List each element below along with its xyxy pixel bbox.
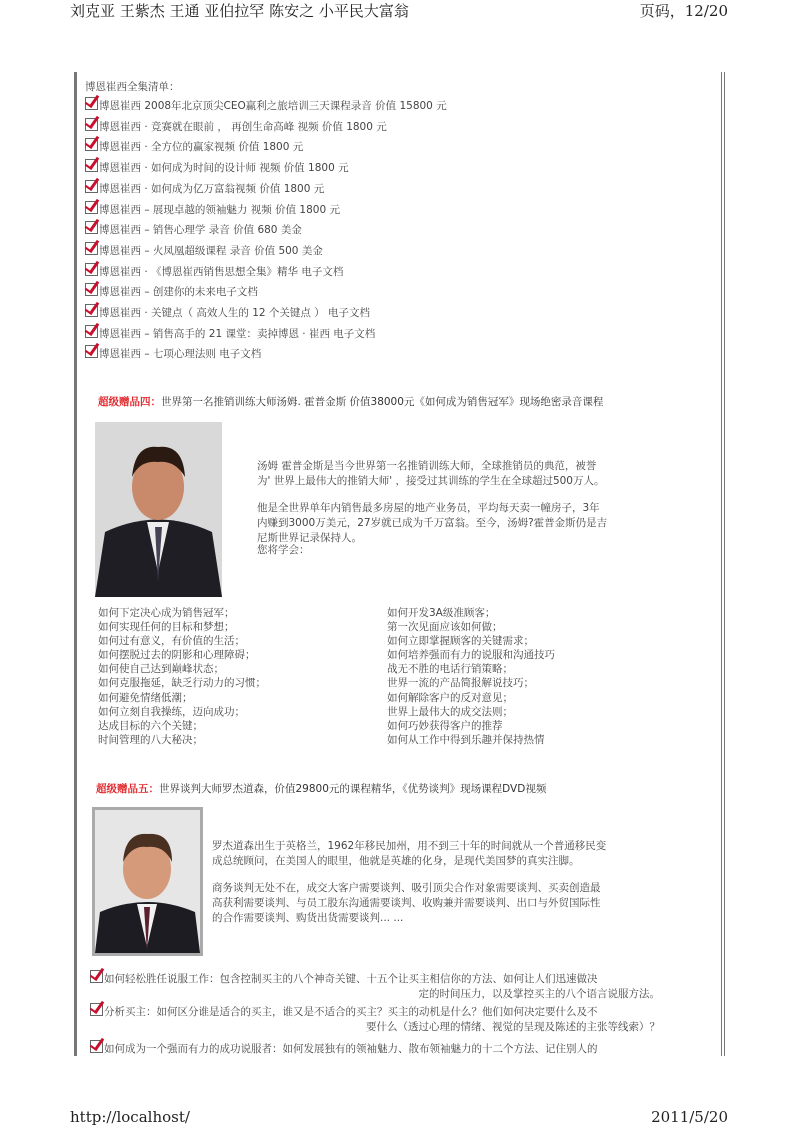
learn-list-left xyxy=(98,606,266,747)
bio-line: 成总统顾问，在美国人的眼里，他就是英雄的化身，是现代美国梦的真实注脚。 xyxy=(212,855,580,867)
bullet-text: 分析买主：如何区分谁是适合的买主，谁又是不适合的买主？买主的动机是什么？他们如何决定要什么及不 xyxy=(104,1006,598,1018)
page-number: 页码，12/20 xyxy=(639,2,728,20)
bio-line: 内赚到3000万美元，27岁就已成为千万富翁。至今，汤姆?霍普金斯仍是吉 xyxy=(257,517,608,529)
checkbox-icon xyxy=(85,180,98,193)
learn-item: 如何立刻自我操练，迈向成功； xyxy=(98,705,245,718)
list-item xyxy=(85,344,261,364)
learn-item: 如何立即掌握顾客的关键需求； xyxy=(387,635,534,648)
gift5-bullet xyxy=(90,970,670,1002)
list-item-text: 博恩崔西 · 全方位的赢家视频 价值 1800 元 xyxy=(99,141,304,154)
checkbox-icon xyxy=(85,138,98,151)
list-item-text: 博恩崔西 2008年北京顶尖CEO赢利之旅培训三天课程录音 价值 15800 元 xyxy=(99,100,447,112)
list-item-text: 博恩崔西 · 竞赛就在眼前 ， 再创生命高峰 视频 价值 1800 元 xyxy=(99,120,387,133)
header-title: 刘克亚 王紫杰 王通 亚伯拉罕 陈安之 小平民大富翁 xyxy=(70,2,409,20)
checkbox-icon xyxy=(85,304,98,317)
learn-list-right xyxy=(387,606,555,747)
gift4-heading xyxy=(98,395,603,409)
bullet-text-cont: 要什么（透过心理的情绪、视觉的呈现及陈述的主张等线索）？ xyxy=(366,1021,660,1033)
left-border xyxy=(74,72,77,1056)
list-item-text: 博恩崔西 · 关键点（ 高效人生的 12 个关键点 ） 电子文档 xyxy=(99,307,371,319)
gift5-bullet xyxy=(90,1040,670,1057)
learn-item: 战无不胜的电话行销策略； xyxy=(387,663,513,676)
gift5-heading xyxy=(96,782,546,796)
checkbox-icon xyxy=(85,159,98,172)
list-item-text: 博恩崔西 – 创建你的未来电子文档 xyxy=(99,286,258,299)
list-item xyxy=(85,137,303,157)
gift5-title: 世界谈判大师罗杰道森，价值29800元的课程精华，《优势谈判》现场课程DVD视频 xyxy=(159,783,547,795)
tom-hopkins-photo xyxy=(95,422,222,597)
right-border-2 xyxy=(724,72,725,1056)
list-item-text: 博恩崔西 – 销售高手的 21 课堂：卖掉博恩 · 崔西 电子文档 xyxy=(99,327,376,340)
gift5-bullet xyxy=(90,1003,670,1035)
learn-item: 第一次见面应该如何做； xyxy=(387,621,503,634)
checkbox-icon xyxy=(85,221,98,234)
checkbox-icon xyxy=(85,97,98,110)
checkbox-icon xyxy=(90,1003,103,1016)
learn-item: 如何从工作中得到乐趣并保持热情 xyxy=(387,733,545,746)
list-item xyxy=(85,262,343,282)
gift5-label: 超级赠品五： xyxy=(96,783,159,795)
learn-item: 如何下定决心成为销售冠军； xyxy=(98,607,235,619)
list-item xyxy=(85,241,323,261)
checkbox-icon xyxy=(85,263,98,276)
list-item xyxy=(85,158,349,178)
learn-item: 如何解除客户的反对意见； xyxy=(387,691,513,704)
list-item xyxy=(85,179,324,199)
list-item xyxy=(85,324,375,344)
list-item xyxy=(85,96,447,116)
bio-line: 他是全世界单年内销售最多房屋的地产业务员，平均每天卖一幢房子，3年 xyxy=(257,502,600,514)
list-item-text: 博恩崔西 · 如何成为时间的设计师 视频 价值 1800 元 xyxy=(99,162,349,175)
checkbox-icon xyxy=(85,242,98,255)
learn-item: 达成目标的六个关键； xyxy=(98,719,203,732)
bio-line: 汤姆 霍普金斯是当今世界第一名推销训练大师，全球推销员的典范，被誉 xyxy=(257,460,597,472)
learn-item: 时间管理的八大秘决； xyxy=(98,733,203,746)
learn-item: 如何过有意义，有价值的生活； xyxy=(98,635,245,648)
list-item xyxy=(85,117,387,137)
learn-item: 如何实现任何的目标和梦想； xyxy=(98,621,235,634)
learn-item: 如何使自己达到巅峰状态； xyxy=(98,663,224,676)
bio-line: 尼斯世界记录保持人。 xyxy=(257,532,362,544)
list-title: 博恩崔西全集清单： xyxy=(85,81,180,93)
learn-item: 如何克服拖延，缺乏行动力的习惯； xyxy=(98,677,266,690)
list-item xyxy=(85,200,340,220)
learn-item: 如何培养强而有力的说服和沟通技巧 xyxy=(387,649,555,662)
bio-line: 商务谈判无处不在，成交大客户需要谈判、吸引顶尖合作对象需要谈判、买卖创造最 xyxy=(212,882,601,894)
learn-item: 如何避免情绪低潮； xyxy=(98,691,193,704)
list-item xyxy=(85,303,370,323)
bullet-text: 如何成为一个强而有力的成功说服者：如何发展独有的领袖魅力、散布领袖魅力的十二个方法、记住别人的 xyxy=(104,1043,598,1055)
bio-line: 为' 世界上最伟大的推销大师' ，接受过其训练的学生在全球超过500万人。 xyxy=(257,475,605,487)
checkbox-icon xyxy=(90,970,103,983)
bio-line: 罗杰道森出生于英格兰，1962年移民加州，用不到三十年的时间就从一个普通移民变 xyxy=(212,840,607,852)
list-item xyxy=(85,220,302,240)
gift4-title: 世界第一名推销训练大师汤姆. 霍普金斯 价值38000元《如何成为销售冠军》现场绝密录音课程 xyxy=(161,396,604,408)
learn-item: 世界上最伟大的成交法则； xyxy=(387,705,513,718)
list-item-text: 博恩崔西 – 七项心理法则 电子文档 xyxy=(99,348,262,361)
list-item xyxy=(85,282,258,302)
gift5-bio xyxy=(212,839,606,926)
checkbox-icon xyxy=(85,201,98,214)
footer-date: 2011/5/20 xyxy=(651,1108,728,1126)
list-item-text: 博恩崔西 – 展现卓越的领袖魅力 视频 价值 1800 元 xyxy=(99,203,340,216)
list-item-text: 博恩崔西 – 火凤凰超级课程 录音 价值 500 美金 xyxy=(99,244,323,257)
bullet-text-cont: 定的时间压力，以及掌控买主的八个语言说服方法。 xyxy=(418,988,660,1000)
checkbox-icon xyxy=(85,325,98,338)
learn-item: 世界一流的产品简报解说技巧； xyxy=(387,677,534,690)
roger-dawson-photo xyxy=(92,807,203,956)
learn-item: 如何摆脱过去的阴影和心理障碍； xyxy=(98,649,256,662)
list-item-text: 博恩崔西 – 销售心理学 录音 价值 680 美金 xyxy=(99,224,302,237)
bullet-text: 如何轻松胜任说服工作：包含控制买主的八个神奇关键、十五个让买主相信你的方法、如何让人们迅速做决 xyxy=(104,973,598,985)
list-item-text: 博恩崔西 · 如何成为亿万富翁视频 价值 1800 元 xyxy=(99,182,325,195)
footer-url: http://localhost/ xyxy=(70,1108,190,1126)
right-border xyxy=(721,72,722,1056)
bio-line: 的合作需要谈判、购货出货需要谈判... ... xyxy=(212,912,404,924)
checkbox-icon xyxy=(85,118,98,131)
checkbox-icon xyxy=(85,345,98,358)
checkbox-icon xyxy=(85,283,98,296)
learn-item: 如何巧妙获得客户的推荐 xyxy=(387,719,503,732)
gift4-label: 超级赠品四： xyxy=(98,396,161,408)
list-item-text: 博恩崔西 · 《博恩崔西销售思想全集》精华 电子文档 xyxy=(99,265,344,278)
checkbox-icon xyxy=(90,1040,103,1053)
bio-line: 您将学会： xyxy=(257,544,310,556)
bio-line: 高获利需要谈判、与员工股东沟通需要谈判、收购兼并需要谈判、出口与外贸国际性 xyxy=(212,897,601,909)
gift4-bio xyxy=(257,459,607,558)
learn-item: 如何开发3A级准顾客； xyxy=(387,607,496,619)
